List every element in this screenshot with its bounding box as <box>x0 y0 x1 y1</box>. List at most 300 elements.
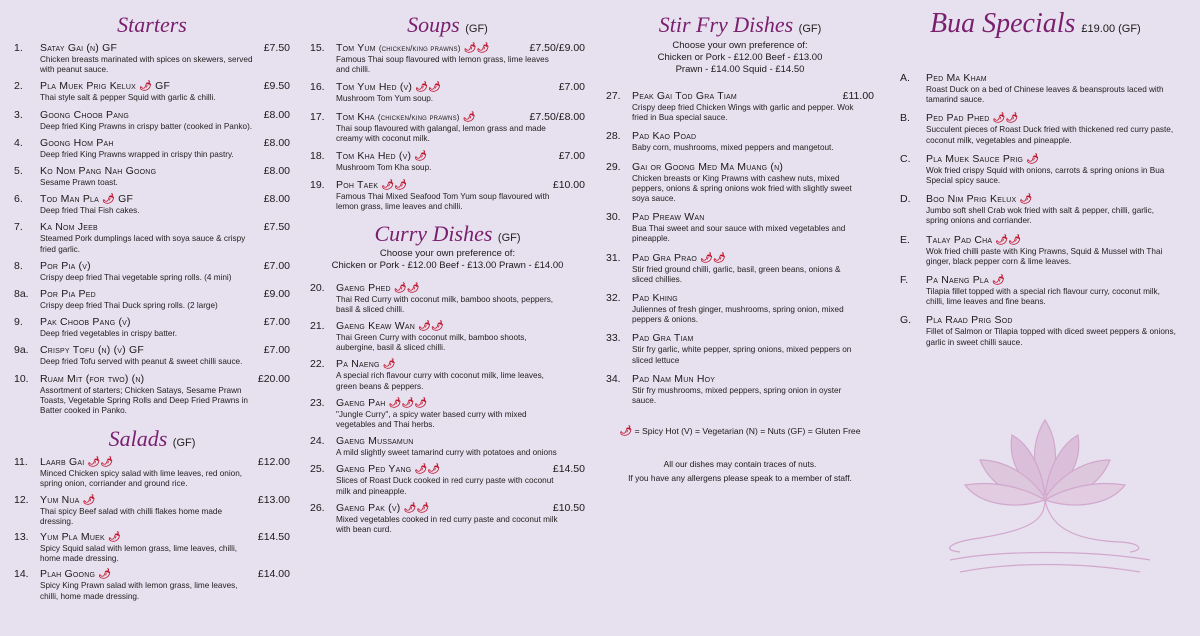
salads-list <box>14 456 290 602</box>
item-price: £14.00 <box>257 568 290 581</box>
chili-icon: 🌶🌶 <box>403 502 430 514</box>
item-name-text: Yum Nua <box>40 493 80 506</box>
item-name-text: Talay Pad Cha <box>926 233 993 246</box>
item-name <box>40 109 264 122</box>
item-name <box>40 316 264 329</box>
item-name-text: Laarb Gai <box>40 456 85 469</box>
menu-item <box>310 502 585 535</box>
menu-item-heading <box>14 568 290 581</box>
item-name <box>40 288 264 301</box>
menu-item <box>310 435 585 458</box>
item-name <box>40 568 258 581</box>
item-name <box>40 193 264 206</box>
item-name <box>336 463 553 476</box>
item-price: £14.50 <box>257 531 290 544</box>
menu-item-heading <box>606 373 874 386</box>
chili-icon: 🌶 <box>82 494 96 506</box>
chili-icon: 🌶 <box>1026 153 1040 165</box>
menu-item-heading <box>310 81 585 94</box>
chili-icon: 🌶🌶 <box>87 457 114 469</box>
menu-item-heading <box>310 111 585 124</box>
item-price: £8.00 <box>263 193 290 206</box>
item-name <box>632 90 843 103</box>
item-description: Deep fried Tofu served with peanut & sweet chilli sauce. <box>40 357 243 367</box>
specials-column <box>900 0 1180 355</box>
chili-icon: 🌶🌶 <box>393 282 420 294</box>
menu-item <box>900 112 1180 145</box>
item-price: £8.00 <box>263 108 290 121</box>
salads-gf: (GF) <box>172 437 196 450</box>
item-name <box>336 179 553 192</box>
curry-gf: (GF) <box>497 231 521 244</box>
chili-icon: 🌶🌶 <box>992 113 1019 125</box>
item-description: Stir fry mushrooms, mixed peppers, spring onion in oyster sauce. <box>632 385 842 406</box>
item-description: Jumbo soft shell Crab wok fried with salt & pepper, chilli, garlic, spring onions and corriander. <box>926 206 1154 226</box>
menu-item <box>606 130 874 153</box>
item-number: 34. <box>606 372 621 385</box>
menu-item <box>606 332 874 365</box>
item-name-text: Poh Taek <box>336 179 379 192</box>
item-name-text: Ped Ma Kham <box>926 72 987 84</box>
stirfry-sub1: Choose your own preference of: <box>672 40 808 51</box>
item-price: £7.00 <box>558 81 585 94</box>
menu-item <box>606 90 874 123</box>
item-number: 11. <box>14 456 28 469</box>
item-tag: GF <box>118 193 134 206</box>
specials-title <box>900 10 1180 38</box>
item-description: Thai spicy Beef salad with chilli flakes home made dressing. <box>40 506 223 526</box>
item-description: Sesame Prawn toast. <box>40 178 118 188</box>
menu-item-heading <box>900 112 1180 125</box>
item-note: (chicken/king prawns) <box>378 44 461 53</box>
item-name <box>336 111 530 124</box>
item-price: £20.00 <box>257 372 290 385</box>
item-description: Steamed Pork dumplings laced with soya sauce & crispy fried garlic. <box>40 234 246 254</box>
menu-item-heading <box>14 288 290 301</box>
item-name-text: Gaeng Mussamun <box>336 435 414 448</box>
item-number: 16. <box>310 81 325 94</box>
item-description: Stir fried ground chilli, garlic, basil, green beans, onions & sliced chillies. <box>632 264 841 284</box>
item-number: 2. <box>14 80 23 93</box>
chili-icon: 🌶🌶 <box>414 464 441 476</box>
item-description: Roast Duck on a bed of Chinese leaves & beansprouts laced with tamarind sauce. <box>926 85 1164 105</box>
menu-item-heading <box>14 373 290 386</box>
item-number: A. <box>900 72 910 84</box>
stirfry-sub2: Chicken or Pork - £12.00 Beef - £13.00 <box>657 52 823 63</box>
chili-icon: 🌶 <box>98 569 112 581</box>
item-name-text: Plah Goong <box>40 568 96 581</box>
menu-item <box>310 179 585 212</box>
menu-item <box>14 193 290 216</box>
menu-item-heading <box>310 320 585 333</box>
menu-item <box>14 165 290 188</box>
starters-list <box>14 42 290 416</box>
item-name-text: Boo Nim Prig Kelux <box>926 193 1017 206</box>
item-number: 21. <box>310 320 325 333</box>
item-description: Mushroom Tom Yum soup. <box>336 94 434 104</box>
item-name-text: Crispy Tofu (n) (v) GF <box>40 344 144 357</box>
item-name <box>40 344 264 357</box>
item-price: £10.50 <box>552 501 585 514</box>
menu-item <box>310 320 585 353</box>
menu-item <box>14 316 290 339</box>
item-number: 23. <box>310 396 325 409</box>
item-number: 7. <box>14 221 23 234</box>
starters-title: Starters <box>117 12 187 37</box>
chili-icon: 🌶🌶 <box>418 321 444 333</box>
item-name <box>40 260 264 273</box>
item-description: A mild slightly sweet tamarind curry with potatoes and onions <box>336 448 557 458</box>
menu-item <box>310 111 585 144</box>
item-price: £7.50 <box>263 221 290 234</box>
item-description: Chicken breasts or King Prawns with cashew nuts, mixed peppers, onions & spring onions wok fried with slightly sweet soya sauce. <box>632 173 852 204</box>
item-name-text: Pla Raad Prig Sod <box>926 314 1013 327</box>
item-number: 31. <box>606 251 621 264</box>
item-name-text: Gaeng Phed <box>336 281 391 294</box>
item-number: 8. <box>14 259 23 272</box>
item-name-text: Gai or Goong Med Ma Muang (n) <box>632 160 784 173</box>
menu-item <box>14 221 290 254</box>
item-description: Deep fried King Prawns in crispy batter (cooked in Panko). <box>40 121 253 131</box>
item-name-text: Yum Pla Muek <box>40 531 105 544</box>
item-number: 4. <box>14 136 23 149</box>
item-number: 30. <box>606 211 621 224</box>
item-number: 5. <box>14 165 23 178</box>
soups-list <box>310 42 585 213</box>
item-number: B. <box>900 112 910 125</box>
menu-item-heading <box>606 90 874 103</box>
item-price: £11.00 <box>842 90 874 102</box>
item-name <box>926 112 1180 125</box>
menu-item <box>14 80 290 103</box>
item-price: £9.00 <box>263 288 290 301</box>
menu-item-heading <box>310 435 585 448</box>
item-name-text: Pad Khing <box>632 292 678 305</box>
item-name-text: Peak Gai Tod Gra Tiam <box>632 90 737 102</box>
item-number: 19. <box>310 179 325 192</box>
menu-item-heading <box>606 211 874 224</box>
item-name <box>336 320 585 333</box>
item-description: Deep fried vegetables in crispy batter. <box>40 329 177 339</box>
legend <box>606 426 874 437</box>
menu-item <box>606 252 874 285</box>
lotus-flower-icon <box>920 400 1170 590</box>
chili-icon: 🌶 <box>414 151 428 163</box>
menu-item <box>310 463 585 496</box>
menu-item <box>310 358 585 391</box>
item-price: £13.00 <box>257 493 290 506</box>
item-price: £7.50/£9.00 <box>529 42 585 54</box>
chili-icon: 🌶🌶 <box>415 82 442 94</box>
item-description: Slices of Roast Duck cooked in red curry paste with coconut milk and pineapple. <box>336 476 554 496</box>
item-price: £7.50/£8.00 <box>529 110 585 123</box>
item-name-text: Gaeng Pak (v) <box>336 501 401 514</box>
item-name <box>632 373 874 386</box>
menu-item-heading <box>14 494 290 507</box>
salads-title-text: Salads <box>108 426 168 452</box>
item-name <box>40 137 264 150</box>
item-description: Stir fry garlic, white pepper, spring onions, mixed peppers on sliced lettuce <box>632 345 852 365</box>
item-name-text: Pad Nam Mun Hoy <box>632 372 716 385</box>
item-description: Deep fried King Prawns wrapped in crispy thin pastry. <box>40 149 234 159</box>
item-name-text: Pla Muek Prig Kelux <box>40 80 136 93</box>
chili-icon: 🌶 <box>992 275 1005 287</box>
item-description: Bua Thai sweet and sour sauce with mixed vegetables and pineapple. <box>632 224 846 244</box>
item-price: £12.00 <box>257 456 290 469</box>
item-name <box>40 456 258 469</box>
item-description: Famous Thai Mixed Seafood Tom Yum soup flavoured with lemon grass, lime leaves and chilli. <box>336 192 550 212</box>
item-description: Spicy Squid salad with lemon grass, lime leaves, chilli, home made dressing. <box>40 544 238 564</box>
item-number: C. <box>900 152 911 165</box>
menu-item-heading <box>310 42 585 55</box>
item-number: 13. <box>14 531 29 544</box>
menu-item <box>900 193 1180 226</box>
chili-icon: 🌶🌶 <box>381 180 408 192</box>
item-name <box>926 72 1180 85</box>
menu-item <box>14 137 290 160</box>
item-description: Crispy deep fried Chicken Wings with garlic and pepper. Wok fried in Bua special sauce. <box>632 103 854 123</box>
item-number: 15. <box>310 42 325 54</box>
item-name-text: Gaeng Pah <box>336 396 386 409</box>
item-name-text: Ped Pad Phed <box>926 112 990 125</box>
menu-item-heading <box>310 397 585 410</box>
menu-item-heading <box>14 193 290 206</box>
item-number: 24. <box>310 435 325 448</box>
item-price: £7.00 <box>263 344 290 357</box>
item-price: £7.00 <box>263 259 290 272</box>
item-description: Assortment of starters; Chicken Satays, Sesame Prawn Toasts, Vegetable Spring Rolls and Deep Fried Prawns in Batter cooked in Panko. <box>40 385 248 416</box>
item-description: Thai soup flavoured with galangal, lemon grass and made creamy with coconut milk. <box>336 123 546 143</box>
item-name <box>926 153 1180 166</box>
menu-item <box>14 288 290 311</box>
menu-item <box>310 42 585 75</box>
item-description: Baby corn, mushrooms, mixed peppers and mangetout. <box>632 143 834 153</box>
menu-item-heading <box>14 531 290 544</box>
menu-item <box>14 568 290 601</box>
item-number: 17. <box>310 110 325 123</box>
menu-item <box>14 494 290 527</box>
item-description: A special rich flavour curry with coconut milk, lime leaves, green beans & peppers. <box>336 371 544 391</box>
item-name-text: Ko Nom Pang Nah Goong <box>40 165 157 178</box>
item-name <box>632 211 874 224</box>
item-price: £7.00 <box>558 150 585 163</box>
item-description: Fillet of Salmon or Tilapia topped with diced sweet peppers & onions, garlic in sweet chilli sauce. <box>926 327 1176 347</box>
soups-column <box>310 0 585 540</box>
item-description: Juliennes of fresh ginger, mushrooms, spring onion, mixed peppers & onions. <box>632 305 844 325</box>
item-description: "Jungle Curry", a spicy water based curry with mixed vegetables and Thai herbs. <box>336 409 527 430</box>
menu-item <box>14 260 290 283</box>
item-name <box>632 161 874 174</box>
item-name <box>926 234 1180 247</box>
chili-icon: 🌶 <box>1019 194 1033 206</box>
item-number: 10. <box>14 372 29 385</box>
menu-item <box>14 109 290 132</box>
item-number: E. <box>900 233 910 246</box>
item-name <box>336 42 530 55</box>
starters-column <box>14 0 290 606</box>
item-description: Thai Red Curry with coconut milk, bamboo shoots, peppers, basil & sliced chilli. <box>336 294 554 314</box>
allergen-note-2: If you have any allergens please speak to a member of staff. <box>628 473 852 484</box>
stirfry-title-text: Stir Fry Dishes <box>658 12 794 37</box>
item-name <box>632 332 874 345</box>
item-description: Deep fried Thai Fish cakes. <box>40 206 140 216</box>
item-name-text: Ruam Mit (for two) (n) <box>40 372 145 385</box>
item-name-text: Pa Naeng <box>336 358 380 371</box>
item-name <box>40 494 258 507</box>
item-name-text: Pak Choob Pang (v) <box>40 316 131 329</box>
item-name-text: Por Pia (v) <box>40 259 91 272</box>
menu-item-heading <box>310 150 585 163</box>
item-name <box>336 150 559 163</box>
chili-icon: 🌶 <box>102 194 116 206</box>
item-number: 3. <box>14 108 23 121</box>
item-name <box>632 252 874 265</box>
item-name-text: Ka Nom Jeeb <box>40 221 98 234</box>
item-number: 29. <box>606 160 621 173</box>
item-number: F. <box>900 274 909 287</box>
item-name-text: Tom Yum <box>336 42 376 54</box>
legend-text: = Spicy Hot (V) = Vegetarian (N) = Nuts (GF) = Gluten Free <box>634 426 861 437</box>
item-name <box>926 314 1180 327</box>
menu-item <box>310 282 585 315</box>
menu-item <box>310 397 585 430</box>
menu-item-heading <box>900 234 1180 247</box>
item-name-text: Gaeng Keaw Wan <box>336 320 415 333</box>
menu-item <box>900 234 1180 267</box>
menu-item <box>14 531 290 564</box>
item-number: 32. <box>606 292 621 305</box>
menu-item-heading <box>606 130 874 143</box>
item-name-text: Gaeng Ped Yang <box>336 463 412 476</box>
item-number: 27. <box>606 90 621 102</box>
menu-item-heading <box>310 502 585 515</box>
item-name <box>40 80 264 93</box>
item-description: Famous Thai soup flavoured with lemon grass, lime leaves and chilli. <box>336 55 549 75</box>
curry-sub2: Chicken or Pork - £12.00 Beef - £13.00 Prawn - £14.00 <box>331 259 564 271</box>
item-number: 22. <box>310 358 325 371</box>
menu-item-heading <box>14 42 290 55</box>
item-name <box>40 221 264 234</box>
menu-item-heading <box>14 260 290 273</box>
item-name <box>40 165 264 178</box>
menu-item <box>606 292 874 325</box>
menu-item-heading <box>606 252 874 265</box>
menu-item <box>900 274 1180 307</box>
item-number: 9a. <box>14 344 29 357</box>
specials-list <box>900 72 1180 348</box>
item-price: £14.50 <box>552 463 585 476</box>
item-name-text: Pad Preaw Wan <box>632 211 705 224</box>
chili-icon: 🌶🌶 <box>700 252 726 264</box>
item-name-text: Pla Muek Sauce Prig <box>926 152 1024 165</box>
menu-item <box>606 211 874 244</box>
specials-title-text: Bua Specials <box>930 8 1076 39</box>
item-name <box>632 292 874 305</box>
menu-item <box>14 42 290 75</box>
item-name-text: Goong Hom Pah <box>40 136 114 149</box>
chili-icon: 🌶🌶🌶 <box>388 397 428 409</box>
item-description: Succulent pieces of Roast Duck fried with thickened red curry paste, coconut milk, vegetables and pineapple. <box>926 125 1174 145</box>
menu-item-heading <box>900 72 1180 85</box>
curry-sub1: Choose your own preference of: <box>379 247 516 259</box>
menu-item-heading <box>14 316 290 329</box>
item-name-text: Goong Choob Pang <box>40 108 129 121</box>
item-number: 9. <box>14 316 23 329</box>
stirfry-title <box>606 14 874 36</box>
item-number: 12. <box>14 493 29 506</box>
item-price: £8.00 <box>263 136 290 149</box>
stirfry-gf: (GF) <box>798 23 822 35</box>
menu-item-heading <box>606 332 874 345</box>
item-price: £7.00 <box>263 316 290 329</box>
item-name <box>336 358 585 371</box>
item-number: 33. <box>606 332 621 345</box>
item-name-text: Por Pia Ped <box>40 288 96 301</box>
item-tag: GF <box>155 80 171 93</box>
stirfry-list <box>606 90 874 406</box>
item-price: £9.50 <box>263 80 290 93</box>
menu-item-heading <box>900 274 1180 287</box>
item-name-text: Pad Gra Tiam <box>632 332 694 345</box>
menu-item <box>14 344 290 367</box>
soups-gf: (GF) <box>465 23 488 35</box>
chili-icon: 🌶 <box>107 532 121 544</box>
menu-item-heading <box>310 358 585 371</box>
item-name <box>336 282 585 295</box>
item-description: Tilapia fillet topped with a special rich flavour curry, coconut milk, chilli, lime leaves and fine beans. <box>926 287 1160 307</box>
item-number: 25. <box>310 463 325 476</box>
item-number: 14. <box>14 568 29 581</box>
menu-item-heading <box>14 80 290 93</box>
item-name <box>632 130 874 143</box>
chili-icon: 🌶 <box>619 426 633 438</box>
menu-item <box>14 373 290 417</box>
menu-item-heading <box>14 221 290 234</box>
menu-item-heading <box>14 109 290 122</box>
menu-item <box>900 72 1180 105</box>
item-name <box>926 193 1180 206</box>
item-description: Minced Chicken spicy salad with lime leaves, red onion, spring onion, corriander and ground rice. <box>40 469 243 489</box>
item-description: Mixed vegetables cooked in red curry paste and coconut milk with bean curd. <box>336 514 558 535</box>
curry-title-text: Curry Dishes <box>374 220 493 246</box>
menu-item-heading <box>14 165 290 178</box>
item-name-text: Pa Naeng Pla <box>926 274 989 287</box>
item-name <box>40 531 258 544</box>
item-description: Mushroom Tom Kha soup. <box>336 163 432 173</box>
item-name-text: Tod Man Pla <box>40 193 99 206</box>
item-description: Crispy deep fried Thai Duck spring rolls. (2 large) <box>40 301 218 311</box>
item-number: G. <box>900 314 912 327</box>
item-note: (chicken/king prawns) <box>377 112 460 122</box>
menu-item-heading <box>310 179 585 192</box>
soups-title <box>310 14 585 36</box>
item-description: Wok fried crispy Squid with onions, carrots & spring onions in Bua Special spicy sauce. <box>926 165 1165 186</box>
chili-icon: 🌶 <box>382 359 396 371</box>
item-name-text: Pad Gra Prao <box>632 251 698 264</box>
item-name <box>926 274 1180 287</box>
item-description: Crispy deep fried Thai vegetable spring rolls. (4 mini) <box>40 272 232 282</box>
item-name <box>336 502 553 515</box>
item-number: 6. <box>14 193 23 206</box>
menu-item-heading <box>310 282 585 295</box>
chili-icon: 🌶 <box>139 81 153 93</box>
item-number: 18. <box>310 150 325 163</box>
menu-item <box>606 373 874 406</box>
chili-icon: 🌶🌶 <box>463 43 490 54</box>
menu-item-heading <box>900 314 1180 327</box>
allergen-note-1: All our dishes may contain traces of nuts. <box>663 459 817 470</box>
item-name-text: Pad Kao Poad <box>632 130 697 143</box>
